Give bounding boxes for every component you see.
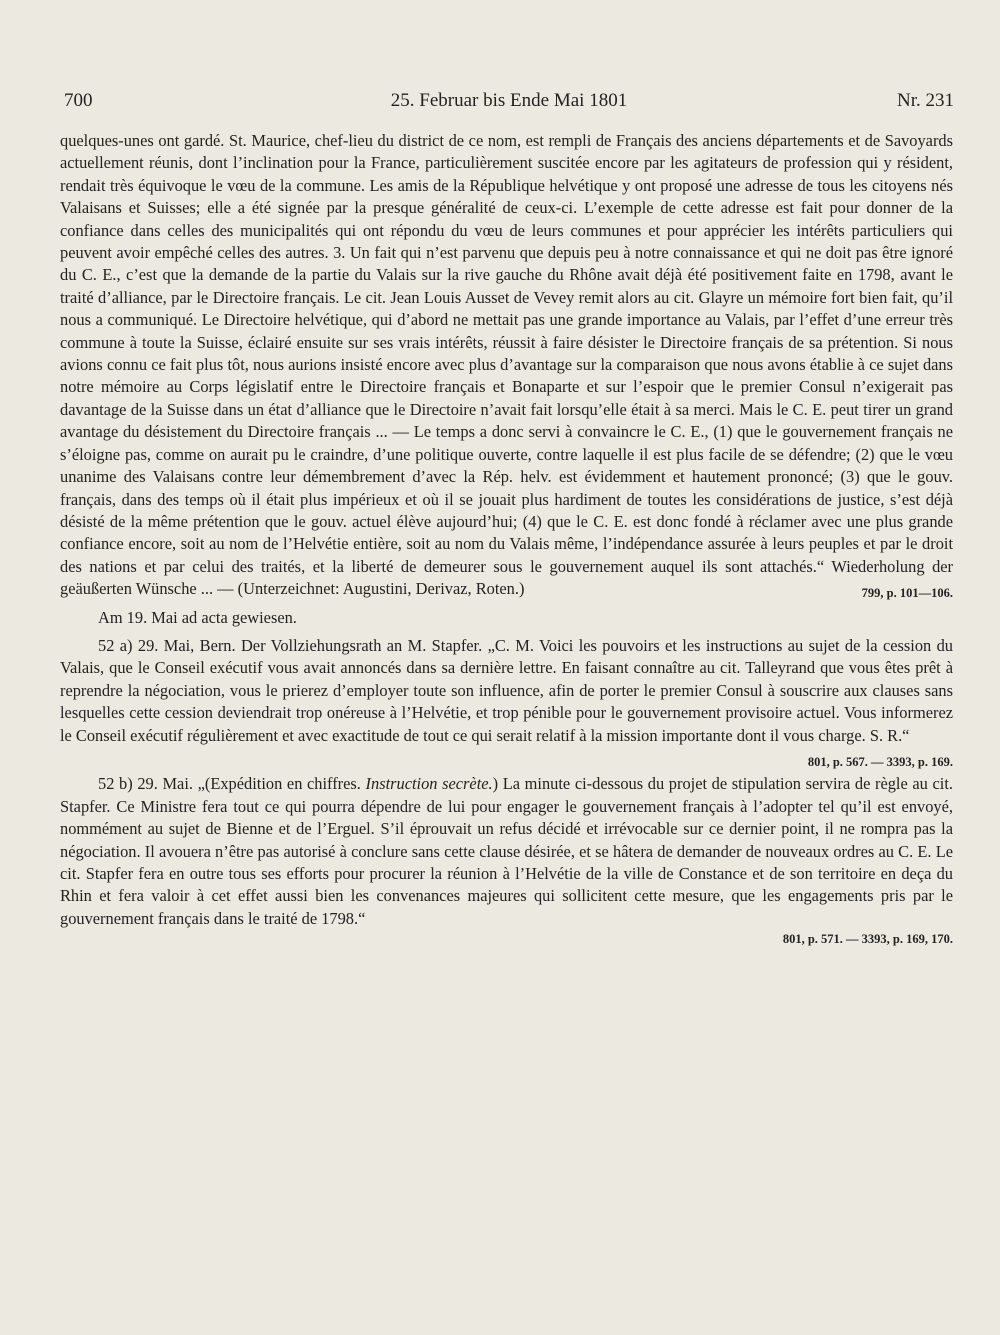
section-number: Nr. 231	[897, 90, 954, 111]
page-number: 700	[64, 90, 93, 111]
page-header	[64, 90, 954, 116]
paragraph-continuation	[60, 130, 953, 601]
archive-reference: 801, p. 567. — 3393, p. 169.	[807, 754, 953, 769]
body-text	[60, 130, 953, 948]
paragraph-text-start: 52 b) 29. Mai. „(Expédition en chiffres.	[98, 774, 366, 794]
paragraph-text: 52 a) 29. Mai, Bern. Der Vollziehungsrath an M. Stapfer. „C. M. Voici les pouvoirs et les instructions au sujet de la cession du Valais, que le Conseil exécutif vous avait annoncés dans sa dernière lettre. En faisant connaître au cit. Talleyrand que vous êtes prêt à reprendre la négociation, vous le prierez d’employer toute son influence, afin de porter le premier Consul à souscrire aux clauses sans lesquelles cette cession deviendrait trop onéreuse à l’Helvétie, et trop pénible pour le gouvernement provisoire actuel. Vous informerez le Conseil exécutif régulièrement et avec exactitude de tout ce qui serait relatif à la mission importante dont il vous charge. S. R.“	[60, 635, 953, 745]
paragraph-text: quelques-unes ont gardé. St. Maurice, chef-lieu du district de ce nom, est rempli de Français des anciens départements et de Savoyards actuellement réunis, dont l’inclination pour la France, particulièrement suscitée encore par les agitateurs de profession qui y résident, rendait très équivoque le vœu de la commune. Les amis de la République helvétique y ont proposé une adresse de tous les citoyens nés Valaisans et Suisses; elle a été signée par la presque généralité de ceux-ci. L’exemple de cette adresse est fait pour donner de la confiance dans celles des municipalités qui ont répondu du vœu de leurs communes et pour apprécier les intérêts particuliers qui peuvent avoir empêché celles des autres. 3. Un fait qui n’est parvenu que depuis peu à notre connaissance et qui ne doit pas être ignoré du C. E., c’est que la demande de la partie du Valais sur la rive gauche du Rhône avait déjà été positivement faite en 1798, avant le traité d’alliance, par le Directoire français. Le cit. Jean Louis Ausset de Vevey remit alors au cit. Glayre un mémoire fort bien fait, qu’il nous a communiqué. Le Directoire helvétique, qui d’abord ne mettait pas une grande importance au Valais, par l’effet d’une erreur très commune à toute la Suisse, éclairé ensuite sur ses vrais intérêts, réussit à faire désister le Directoire français de sa prétention. Si nous avions connu ce fait plus tôt, nous aurions insisté encore avec plus d’avantage sur la comparaison que nous avons établie à ce sujet dans notre mémoire au Corps législatif entre le Directoire français et Bonaparte et sur l’espoir que le premier Consul n’exigerait pas davantage de la Suisse dans un état d’alliance que le Directoire n’avait fait lorsqu’elle était à sa merci. Mais le C. E. peut tirer un grand avantage du désistement du Directoire français ... — Le temps a donc servi à convaincre le C. E., (1) que le gouvernement français ne s’éloigne pas, comme on aurait pu le craindre, d’une politique ouverte, contre laquelle il est plus facile de se défendre; (2) que le vœu unanime des Valaisans contre leur démembrement d’avec la Rép. helv. est évidemment et hautement prononcé; (3) que le gouv. français, dans des temps où il était plus impérieux et où il se jouait plus hardiment de toutes les considérations de justice, s’est déjà désisté de la même prétention que le gouv. actuel élève aujourd’hui; (4) que le C. E. est donc fondé à réclamer avec une plus grande confiance encore, soit au nom de l’Helvétie entière, soit au nom du Valais même, l’indépendance assurée à leurs peuples et par le droit des nations et par celui des traités, et la liberté de demeurer sous le gouvernement auquel ils sont attachés.“ Wiederholung der geäußerten Wünsche ... — (Unterzeichnet: Augustini, Derivaz, Roten.)	[60, 131, 953, 599]
paragraph-note	[60, 607, 953, 629]
running-title: 25. Februar bis Ende Mai 1801	[390, 90, 628, 111]
paragraph-text-rest: ) La minute ci-dessous du projet de stipulation servira de règle au cit. Stapfer. Ce Ministre fera tout ce qui pourra dépendre de lui pour engager le gouvernement français à l’adopter tel qu’il est envoyé, nommément au sujet de Bienne et de l’Erguel. S’il éprouvait un refus décidé et irrévocable sur ce dernier point, il ne rompra pas la négociation. Il avouera n’être pas autorisé à conclure sans cette clause désirée, et se hâtera de demander de nouveaux ordres au C. E. Le cit. Stapfer fera en outre tous ses efforts pour procurer la réunion à l’Helvétie de la ville de Constance et de son territoire en deça du Rhin et fera valoir à cet effet aussi bien les convenances majeures qui sollicitent cette mesure, que les engagements pris par le gouvernement français dans le traité de 1798.“	[60, 774, 954, 928]
paragraph-text: Am 19. Mai ad acta gewiesen.	[98, 607, 297, 627]
paragraph-52b	[60, 773, 953, 930]
archive-reference: 801, p. 571. — 3393, p. 169, 170.	[782, 932, 953, 947]
paragraph-52a	[60, 635, 953, 769]
archive-reference: 799, p. 101—106.	[861, 586, 953, 601]
italic-title: Instruction secrète.	[365, 774, 493, 794]
